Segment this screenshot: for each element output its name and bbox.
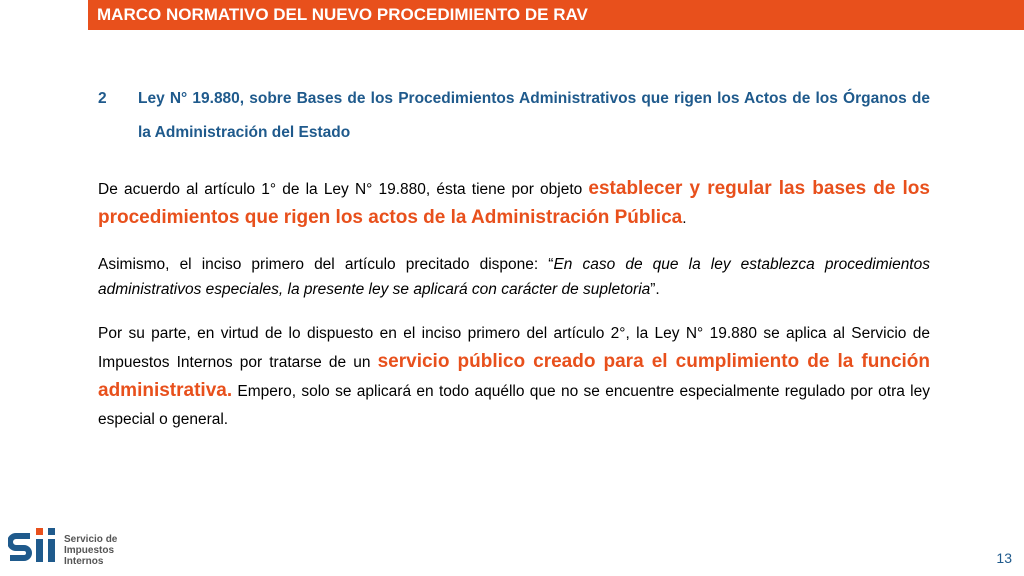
item-text: Ley N° 19.880, sobre Bases de los Procedimientos Administrativos que rigen los Actos de los Órganos de la Administración del Estado xyxy=(138,90,930,141)
quoted-text: En caso de que la ley establezca procedimientos administrativos especiales, la presente ley se aplicará con carácter de supletoria xyxy=(98,256,930,298)
highlighted-text: servicio público creado para el cumplimiento de la función administrativa. xyxy=(98,351,931,401)
slide-title: MARCO NORMATIVO DEL NUEVO PROCEDIMIENTO DE RAV xyxy=(88,0,1024,30)
paragraph-text: Por su parte, en virtud de lo dispuesto en el inciso primero del artículo 2°, la Ley N° 19.880 se aplica al Servicio de Impuestos Internos por tratarse de un xyxy=(98,325,930,371)
logo-text xyxy=(64,534,117,567)
highlighted-text: establecer y regular las bases de los procedimientos que rigen los actos de la Administración Pública xyxy=(98,178,930,228)
paragraph-text: Asimismo, el inciso primero del artículo precitado dispone: “ xyxy=(98,256,554,273)
paragraph-end: ”. xyxy=(650,281,660,298)
paragraph-aplicacion xyxy=(98,320,930,434)
paragraph-inciso xyxy=(98,252,930,302)
paragraph-end: . xyxy=(682,210,687,227)
paragraph-objeto xyxy=(98,175,930,233)
paragraph-end: Empero, solo se aplicará en todo aquéllo que no se encuentre especialmente regulado por otra ley especial o general. xyxy=(98,383,930,428)
logo-line: Impuestos xyxy=(64,545,115,556)
numbered-item xyxy=(98,82,930,150)
logo-line: Servicio de xyxy=(64,534,118,545)
page-number: 13 xyxy=(996,550,1012,566)
item-number: 2 xyxy=(98,90,107,107)
logo-line: Internos xyxy=(64,556,104,567)
paragraph-text: De acuerdo al artículo 1° de la Ley N° 19.880, ésta tiene por objeto xyxy=(98,181,589,198)
